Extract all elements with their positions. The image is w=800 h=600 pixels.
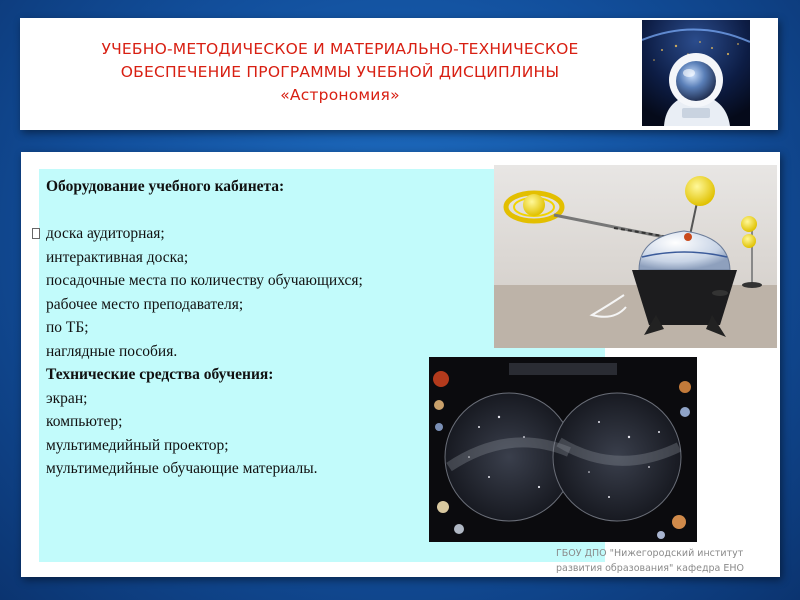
astronaut-image [642, 20, 750, 126]
title-line-3: «Астрономия» [280, 86, 400, 104]
list-item: мультимедийный проектор; [46, 436, 229, 454]
list-item: по ТБ; [46, 319, 89, 336]
equipment-list [46, 175, 586, 481]
list-item [46, 222, 586, 246]
slide-title [50, 38, 630, 107]
list-item: компьютер; [46, 413, 123, 430]
list-item: посадочные места по количеству обучающихся; [46, 272, 363, 289]
title-line-2: ОБЕСПЕЧЕНИЕ ПРОГРАММЫ УЧЕБНОЙ ДИСЦИПЛИНЫ [120, 63, 560, 81]
footer-line-1: ГБОУ ДПО "Нижегородский институт [556, 548, 744, 559]
title-line-1: УЧЕБНО-МЕТОДИЧЕСКОЕ И МАТЕРИАЛЬНО-ТЕХНИЧЕСКОЕ [101, 40, 579, 58]
heading-technical-means: Технические средства обучения: [46, 366, 274, 383]
footer-credit [556, 546, 776, 576]
spacer [46, 199, 586, 223]
list-item: наглядные пособия. [46, 342, 178, 360]
list-item-text: доска аудиторная; [46, 225, 165, 242]
list-item: экран; [46, 389, 88, 407]
footer-line-2: развития образования" кафедра ЕНО [556, 563, 745, 574]
title-box [20, 18, 778, 130]
list-item: мультимедийные обучающие материалы. [46, 460, 318, 477]
bullet-icon [32, 228, 40, 239]
list-item: рабочее место преподавателя; [46, 295, 244, 313]
list-item: интерактивная доска; [46, 248, 189, 266]
heading-cabinet-equipment: Оборудование учебного кабинета: [46, 178, 285, 195]
